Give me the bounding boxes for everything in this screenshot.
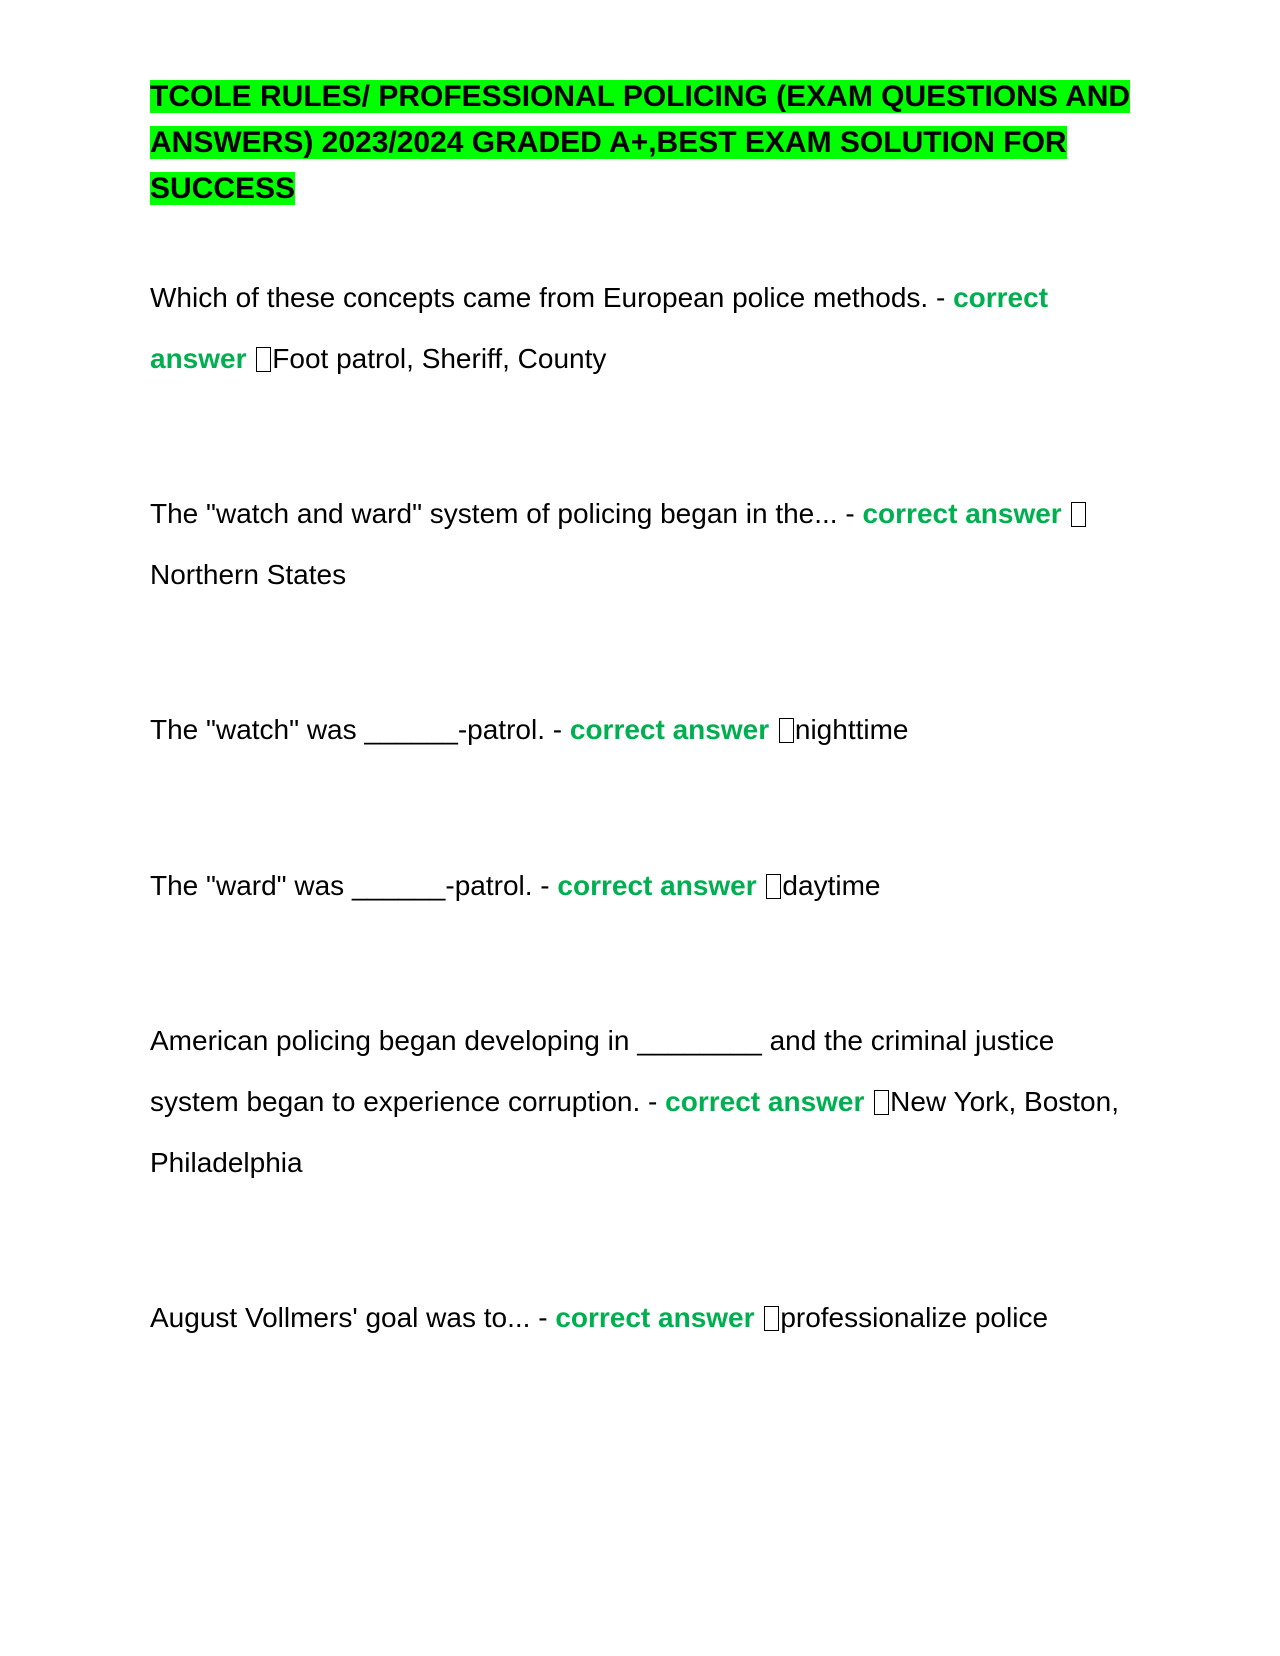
title-highlight: TCOLE RULES/ PROFESSIONAL POLICING (EXAM QUESTIONS AND ANSWERS) 2023/2024 GRADED A+,BEST EXAM SOLUTION FOR SUCCESS [150, 80, 1131, 205]
correct-answer-label: correct answer [150, 282, 1049, 374]
correct-answer-label: correct answer [665, 1086, 865, 1117]
missing-glyph-box-icon [874, 1090, 889, 1115]
separator: - [532, 870, 558, 901]
question-text: American policing began developing in ________ and the criminal justice system began to experience corruption. [150, 1025, 1055, 1117]
missing-glyph-box-icon [764, 1306, 779, 1331]
answer-text: daytime [782, 870, 881, 901]
missing-glyph-box-icon [779, 718, 794, 743]
separator: - [530, 1302, 556, 1333]
correct-answer-label: correct answer [557, 870, 757, 901]
qa-item [150, 267, 1140, 389]
document-title [150, 74, 1135, 212]
qa-item [150, 699, 1140, 760]
answer-text: New York, Boston, Philadelphia [150, 1086, 1119, 1178]
correct-answer-label: correct answer [862, 498, 1062, 529]
question-text: Which of these concepts came from European police methods. [150, 282, 929, 313]
question-text: The "watch" was ______-patrol. [150, 714, 545, 745]
correct-answer-label: correct answer [555, 1302, 755, 1333]
missing-glyph-box-icon [1071, 502, 1086, 527]
qa-item [150, 1287, 1140, 1348]
answer-text: professionalize police [780, 1302, 1049, 1333]
qa-item [150, 483, 1140, 605]
separator: - [640, 1086, 666, 1117]
separator: - [837, 498, 863, 529]
question-text: August Vollmers' goal was to... [150, 1302, 531, 1333]
answer-text: Foot patrol, Sheriff, County [272, 343, 607, 374]
question-text: The "watch and ward" system of policing began in the... [150, 498, 838, 529]
qa-item [150, 855, 1140, 916]
missing-glyph-box-icon [256, 347, 271, 372]
answer-text: Northern States [150, 559, 347, 590]
separator: - [928, 282, 954, 313]
correct-answer-label: correct answer [569, 714, 770, 745]
missing-glyph-box-icon [766, 874, 781, 899]
answer-text: nighttime [794, 714, 909, 745]
qa-item [150, 1010, 1140, 1193]
separator: - [544, 714, 570, 745]
question-text: The "ward" was ______-patrol. [150, 870, 533, 901]
